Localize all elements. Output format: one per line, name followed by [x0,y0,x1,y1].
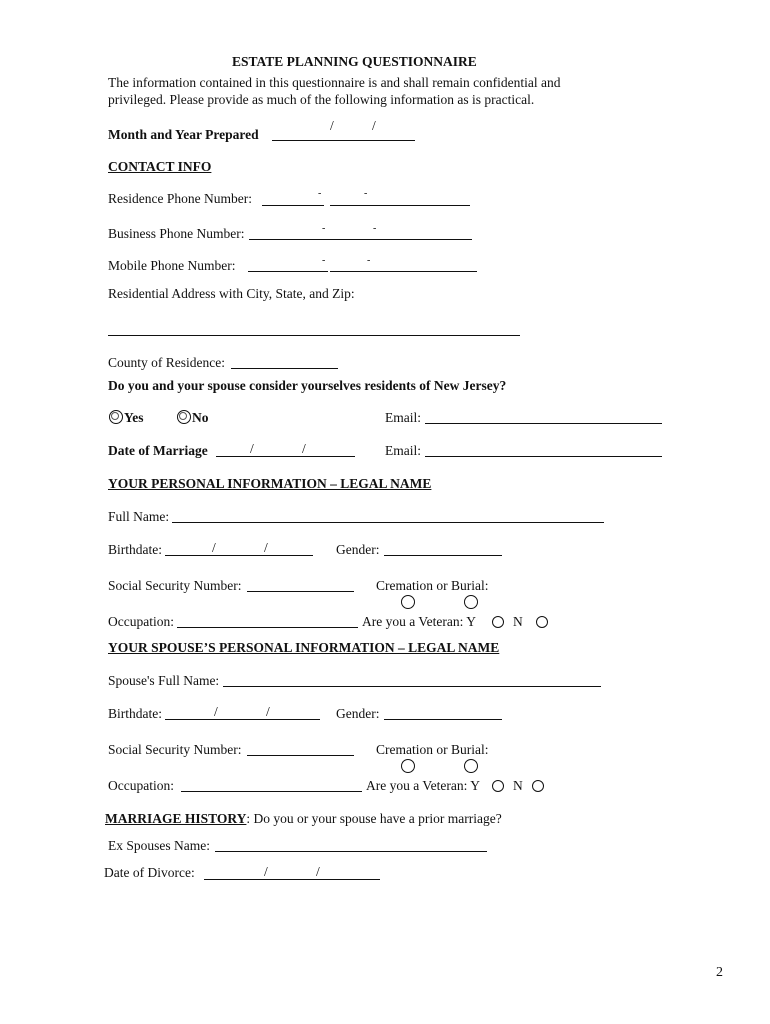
ssn-field[interactable] [247,591,354,592]
divorce-date-sep-2: / [316,864,320,879]
marriage-history-row [105,811,502,827]
spouse-birthdate-sep-2: / [266,704,270,719]
address-field[interactable] [108,335,520,336]
spouse-gender-field[interactable] [384,719,502,720]
spouse-birthdate-sep-1: / [214,704,218,719]
spouse-gender-label: Gender: [336,706,380,721]
nj-yes-radio[interactable] [109,410,123,424]
veteran-label: Are you a Veteran: Y [362,614,476,629]
contact-heading: CONTACT INFO [108,159,212,174]
business-phone-field[interactable] [249,239,472,240]
nj-no-option[interactable] [174,410,209,426]
business-phone-dash-2: - [373,223,377,234]
mobile-phone-dash-2: - [367,255,371,266]
nj-yes-label: Yes [124,410,144,425]
spouse-occupation-field[interactable] [181,791,362,792]
burial-radio[interactable] [464,595,478,609]
ssn-label: Social Security Number: [108,578,242,593]
page-number: 2 [716,965,723,980]
address-label: Residential Address with City, State, and Zip: [108,286,355,301]
spouse-ssn-field[interactable] [247,755,354,756]
marriage-history-question: : Do you or your spouse have a prior marriage? [246,811,502,826]
spouse-occupation-label: Occupation: [108,778,174,793]
intro-line-1: The information contained in this questionnaire is and shall remain confidential and [108,75,561,90]
month-year-sep-1: / [330,118,334,133]
spouse-heading: YOUR SPOUSE’S PERSONAL INFORMATION – LEGAL NAME [108,640,500,655]
birthdate-field[interactable] [165,555,313,556]
ex-spouses-field[interactable] [215,851,487,852]
date-of-marriage-label: Date of Marriage [108,443,208,458]
nj-yes-option[interactable] [108,410,144,426]
gender-label: Gender: [336,542,380,557]
full-name-label: Full Name: [108,509,170,524]
full-name-field[interactable] [172,522,604,523]
mobile-phone-area-field[interactable] [248,271,328,272]
cremation-radio[interactable] [401,595,415,609]
spouse-veteran-n-label: N [513,778,523,793]
spouse-cremation-burial-label: Cremation or Burial: [376,742,489,757]
mobile-phone-dash-1: - [322,255,326,266]
email-label-2: Email: [385,443,421,458]
veteran-yes-radio[interactable] [492,616,504,628]
nj-no-label: No [192,410,209,425]
marriage-date-sep-1: / [250,441,254,456]
veteran-no-radio[interactable] [536,616,548,628]
birthdate-label: Birthdate: [108,542,162,557]
month-year-label: Month and Year Prepared [108,127,259,142]
email-field-2[interactable] [425,456,662,457]
residence-phone-number-field[interactable] [330,205,470,206]
veteran-n-label: N [513,614,523,629]
spouse-veteran-no-radio[interactable] [532,780,544,792]
page-title: ESTATE PLANNING QUESTIONNAIRE [232,54,477,69]
email-label-1: Email: [385,410,421,425]
ex-spouses-label: Ex Spouses Name: [108,838,210,853]
birthdate-sep-2: / [264,540,268,555]
spouse-full-name-field[interactable] [223,686,601,687]
county-field[interactable] [231,368,338,369]
residence-phone-dash-2: - [364,188,368,199]
month-year-field[interactable] [272,140,415,141]
personal-heading: YOUR PERSONAL INFORMATION – LEGAL NAME [108,476,432,491]
spouse-cremation-radio[interactable] [401,759,415,773]
gender-field[interactable] [384,555,502,556]
email-field-1[interactable] [425,423,662,424]
nj-no-radio[interactable] [177,410,191,424]
mobile-phone-number-field[interactable] [330,271,477,272]
mobile-phone-label: Mobile Phone Number: [108,258,236,273]
spouse-burial-radio[interactable] [464,759,478,773]
spouse-birthdate-label: Birthdate: [108,706,162,721]
birthdate-sep-1: / [212,540,216,555]
spouse-veteran-label: Are you a Veteran: Y [366,778,480,793]
residence-phone-dash-1: - [318,188,322,199]
business-phone-label: Business Phone Number: [108,226,245,241]
county-label: County of Residence: [108,355,225,370]
divorce-date-sep-1: / [264,864,268,879]
business-phone-dash-1: - [322,223,326,234]
month-year-sep-2: / [372,118,376,133]
date-of-marriage-field[interactable] [216,456,355,457]
occupation-field[interactable] [177,627,358,628]
spouse-ssn-label: Social Security Number: [108,742,242,757]
spouse-full-name-label: Spouse's Full Name: [108,673,220,688]
intro-line-2: privileged. Please provide as much of the following information as is practical. [108,92,535,107]
nj-residents-question: Do you and your spouse consider yourselves residents of New Jersey? [108,378,507,393]
marriage-history-heading: MARRIAGE HISTORY [105,811,247,826]
marriage-date-sep-2: / [302,441,306,456]
spouse-birthdate-field[interactable] [165,719,320,720]
residence-phone-area-field[interactable] [262,205,324,206]
date-of-divorce-label: Date of Divorce: [104,865,195,880]
date-of-divorce-field[interactable] [204,879,380,880]
residence-phone-label: Residence Phone Number: [108,191,252,206]
cremation-burial-label: Cremation or Burial: [376,578,489,593]
spouse-veteran-yes-radio[interactable] [492,780,504,792]
occupation-label: Occupation: [108,614,174,629]
